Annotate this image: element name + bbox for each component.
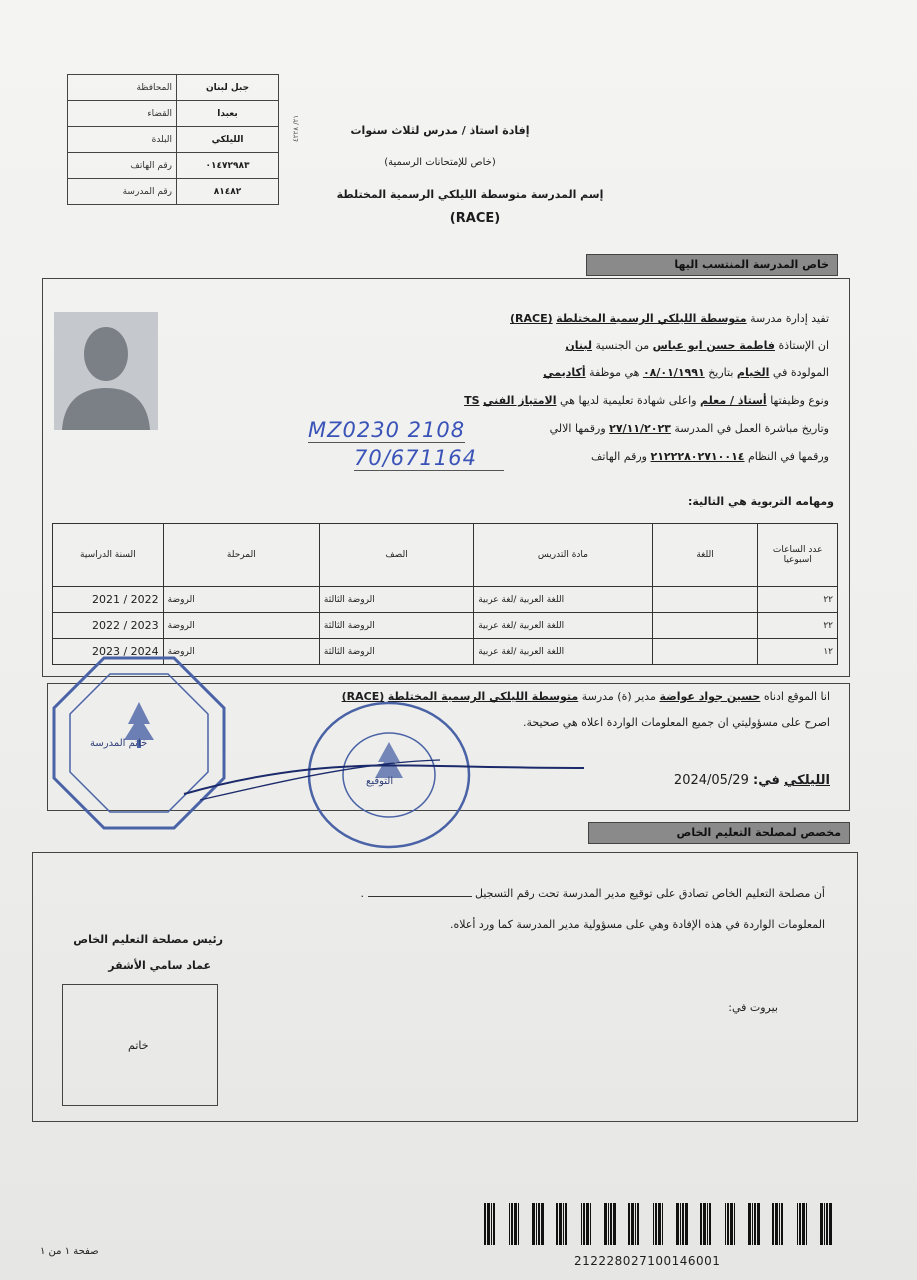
info-value: بعبدا <box>177 101 279 127</box>
ministry-line-1: أن مصلحة التعليم الخاص تصادق على توقيع مدير المدرسة تحت رقم التسجيل . <box>360 887 825 900</box>
barcode-bar <box>538 1203 540 1245</box>
barcode-bar <box>799 1203 801 1245</box>
barcode-bar <box>802 1203 805 1245</box>
barcode-bar <box>563 1203 564 1245</box>
barcode-bar <box>676 1203 679 1245</box>
course-cell-year: 2023 / 2024 <box>53 639 164 665</box>
course-header: الصف <box>319 524 473 587</box>
barcode-bar <box>514 1203 517 1245</box>
ministry-stamp-label: خاتم <box>128 1039 149 1052</box>
course-header: المرحلة <box>163 524 319 587</box>
barcode-bar <box>734 1203 735 1245</box>
course-cell-hours: ١٢ <box>758 639 838 665</box>
barcode-bar <box>581 1203 582 1245</box>
course-cell-stage: الروضة <box>163 587 319 613</box>
course-cell-stage: الروضة <box>163 639 319 665</box>
barcode-bar <box>797 1203 798 1245</box>
barcode-bar <box>662 1203 663 1245</box>
declaration-line-1: انا الموقع ادناه حسين جواد عواضة مدير (ة) مدرسة متوسطة الليلكي الرسمية المختلطة (RACE) <box>341 690 830 703</box>
section-ministry-title: مخصص لمصلحة التعليم الخاص <box>588 822 850 844</box>
course-cell-year: 2022 / 2023 <box>53 613 164 639</box>
seal-label: خاتم المدرسة <box>90 738 148 749</box>
barcode-bar <box>487 1203 490 1245</box>
info-label: رقم المدرسة <box>68 179 177 205</box>
barcode-bar <box>565 1203 567 1245</box>
barcode-icon <box>478 1203 832 1245</box>
barcode-bar <box>730 1203 733 1245</box>
signature-scribble-icon <box>180 748 600 808</box>
cert-line-2: ان الإستاذة فاطمة حسن ابو عباس من الجنسية لبنان <box>565 339 829 352</box>
course-cell-subject: اللغة العربية /لغة عربية <box>474 587 652 613</box>
declaration-place-date: الليلكي في: 2024/05/29 <box>673 773 830 788</box>
cert-line-3: المولودة في الخيام بتاريخ ٠٨/٠١/١٩٩١ هي موظفة أكاديمي <box>543 366 829 379</box>
course-cell-grade: الروضة الثالثة <box>319 587 473 613</box>
barcode-bar <box>772 1203 774 1245</box>
barcode-bar <box>509 1203 510 1245</box>
barcode-bar <box>752 1203 753 1245</box>
info-label: البلدة <box>68 127 177 153</box>
course-cell-stage: الروضة <box>163 613 319 639</box>
info-label: المحافظة <box>68 75 177 101</box>
barcode-bar <box>700 1203 702 1245</box>
barcode-bar <box>748 1203 751 1245</box>
doc-subtitle: (خاص للإمتحانات الرسمية) <box>384 157 496 168</box>
photo-placeholder-icon <box>54 312 158 430</box>
handwritten-phone: 70/671164 <box>354 446 504 471</box>
barcode-bar <box>590 1203 591 1245</box>
cert-line-5: وتاريخ مباشرة العمل في المدرسة ٢٧/١١/٢٠٢٣ ورقمها الالي <box>549 422 829 435</box>
barcode-bar <box>559 1203 562 1245</box>
info-value: الليلكي <box>177 127 279 153</box>
school-code: (RACE) <box>449 211 501 226</box>
barcode-bar <box>754 1203 756 1245</box>
beirut-date-label: بيروت في: <box>728 1001 778 1014</box>
barcode-number: 212228027100146001 <box>574 1254 721 1268</box>
cert-line-4: ونوع وظيفتها أستاذ / معلم واعلى شهادة تعليمية لديها هي الامتياز الفني TS <box>464 394 829 407</box>
barcode-bar <box>536 1203 537 1245</box>
course-cell-lang <box>652 587 758 613</box>
course-row <box>53 613 838 639</box>
barcode-bar <box>775 1203 778 1245</box>
barcode-bar <box>653 1203 654 1245</box>
barcode-bar <box>631 1203 634 1245</box>
barcode-bar <box>511 1203 513 1245</box>
course-header: عدد الساعات اسبوعيا <box>758 524 838 587</box>
school-name-line: إسم المدرسة متوسطة الليلكي الرسمية المختلطة <box>336 188 604 201</box>
barcode-bar <box>658 1203 661 1245</box>
barcode-bar <box>709 1203 711 1245</box>
signature-label: التوقيع <box>366 776 394 787</box>
info-row <box>68 101 279 127</box>
barcode-bar <box>824 1203 825 1245</box>
head-title: رئيس مصلحة التعليم الخاص <box>73 933 223 946</box>
barcode-bar <box>556 1203 558 1245</box>
barcode-bar <box>655 1203 657 1245</box>
barcode-bar <box>493 1203 495 1245</box>
info-label: القضاء <box>68 101 177 127</box>
course-header: السنة الدراسية <box>53 524 164 587</box>
barcode-bar <box>725 1203 726 1245</box>
barcode-bar <box>635 1203 636 1245</box>
barcode-bar <box>637 1203 639 1245</box>
head-name: عماد سامي الأشقر <box>108 959 211 972</box>
barcode-bar <box>826 1203 828 1245</box>
school-info-table <box>67 74 279 205</box>
info-row <box>68 179 279 205</box>
barcode-bar <box>541 1203 544 1245</box>
section-school-title: خاص المدرسة المنتسب اليها <box>586 254 838 276</box>
course-cell-grade: الروضة الثالثة <box>319 613 473 639</box>
course-cell-subject: اللغة العربية /لغة عربية <box>474 613 652 639</box>
course-cell-lang <box>652 639 758 665</box>
courses-table <box>52 523 838 665</box>
handwritten-auto-number: MZ0230 2108 <box>308 418 466 442</box>
course-cell-grade: الروضة الثالثة <box>319 639 473 665</box>
barcode-bar <box>608 1203 609 1245</box>
barcode-bar <box>727 1203 729 1245</box>
info-row <box>68 153 279 179</box>
course-header: اللغة <box>652 524 758 587</box>
barcode-bar <box>779 1203 780 1245</box>
course-cell-hours: ٢٢ <box>758 613 838 639</box>
info-label: رقم الهاتف <box>68 153 177 179</box>
barcode-bar <box>583 1203 585 1245</box>
course-cell-lang <box>652 613 758 639</box>
barcode-bar <box>613 1203 616 1245</box>
doc-title: إفادة استاذ / مدرس لثلاث سنوات <box>350 124 530 137</box>
barcode-bar <box>685 1203 688 1245</box>
barcode-bar <box>820 1203 823 1245</box>
barcode-bar <box>781 1203 783 1245</box>
barcode-bar <box>757 1203 760 1245</box>
barcode-bar <box>491 1203 492 1245</box>
page-number: صفحة ١ من ١ <box>40 1246 99 1257</box>
info-value: ٠١٤٧٢٩٨٣ <box>177 153 279 179</box>
cert-line-1: تفيد إدارة مدرسة متوسطة الليلكي الرسمية المختلطة (RACE) <box>510 312 829 325</box>
barcode-bar <box>680 1203 681 1245</box>
course-header: مادة التدريس <box>474 524 652 587</box>
side-note: ٢١/ ٤٢٢٨ <box>292 114 300 142</box>
ministry-line-2: المعلومات الواردة في هذه الإفادة وهي على مسؤولية مدير المدرسة كما ورد أعلاه. <box>449 918 825 931</box>
barcode-bar <box>610 1203 612 1245</box>
tasks-intro: ومهامه التربوية هي التالية: <box>687 495 834 508</box>
barcode-bar <box>532 1203 535 1245</box>
barcode-bar <box>628 1203 630 1245</box>
info-row <box>68 127 279 153</box>
barcode-bar <box>806 1203 807 1245</box>
info-row <box>68 75 279 101</box>
barcode-bar <box>484 1203 486 1245</box>
barcode-bar <box>518 1203 519 1245</box>
barcode-bar <box>682 1203 684 1245</box>
info-value: جبل لبنان <box>177 75 279 101</box>
course-cell-year: 2021 / 2022 <box>53 587 164 613</box>
barcode-bar <box>604 1203 607 1245</box>
barcode-bar <box>586 1203 589 1245</box>
course-row <box>53 587 838 613</box>
info-value: ٨١٤٨٢ <box>177 179 279 205</box>
barcode-bar <box>703 1203 706 1245</box>
barcode-bar <box>707 1203 708 1245</box>
barcode-bar <box>829 1203 832 1245</box>
course-cell-hours: ٢٢ <box>758 587 838 613</box>
declaration-line-2: اصرح على مسؤوليتي ان جميع المعلومات الواردة اعلاه هي صحيحة. <box>522 716 830 729</box>
cert-line-6: ورقمها في النظام ٢١٢٢٢٨٠٢٧١٠٠١٤ ورقم الهاتف <box>591 450 829 463</box>
course-cell-subject: اللغة العربية /لغة عربية <box>474 639 652 665</box>
